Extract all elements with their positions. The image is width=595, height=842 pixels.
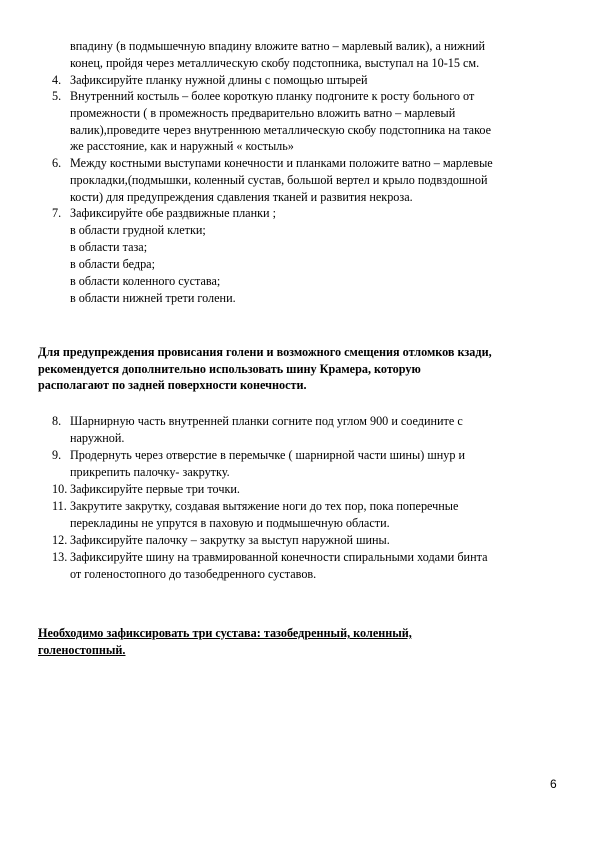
step-subitem: в области бедра;: [70, 257, 155, 271]
step-text: прикрепить палочку- закрутку.: [70, 465, 230, 479]
step-number: 13.: [52, 550, 68, 564]
step-number: 5.: [52, 89, 62, 103]
intro-line: конец, пройдя через металлическую скобу подстопника, выступал на 10-15 см.: [70, 56, 480, 70]
final-note-line: голеностопный.: [38, 642, 126, 657]
step-number: 9.: [52, 448, 62, 462]
step-text: Между костными выступами конечности и планками положите ватно – марлевые: [70, 156, 493, 170]
step-number: 7.: [52, 206, 62, 220]
step-text: Продернуть через отверстие в перемычке ( шарнирной части шины) шнур и: [70, 448, 465, 462]
step-number: 10.: [52, 482, 68, 496]
step-subitem: в области коленного сустава;: [70, 274, 221, 288]
step-subitem: в области грудной клетки;: [70, 223, 206, 237]
step-text: промежности ( в промежность предварительно вложить ватно – марлевый: [70, 106, 456, 120]
step-text: Зафиксируйте палочку – закрутку за выступ наружной шины.: [70, 533, 390, 547]
step-text: Зафиксируйте обе раздвижные планки ;: [70, 206, 276, 220]
step-number: 4.: [52, 73, 62, 87]
step-text: Внутренний костыль – более короткую планку подгоните к росту больного от: [70, 89, 475, 103]
step-subitem: в области таза;: [70, 240, 148, 254]
step-text: кости) для предупреждения сдавления тканей и развития некроза.: [70, 190, 413, 204]
paragraph-line: рекомендуется дополнительно использовать шину Крамера, которую: [38, 361, 421, 376]
step-text: от голеностопного до тазобедренного суставов.: [70, 567, 317, 581]
step-text: перекладины не упрутся в паховую и подмышечную области.: [70, 516, 390, 530]
step-text: Шарнирную часть внутренней планки согните под углом 900 и соедините с: [70, 414, 463, 428]
step-text: Зафиксируйте шину на травмированной конечности спиральными ходами бинта: [70, 550, 488, 564]
page-number: 6: [550, 777, 557, 791]
step-text: прокладки,(подмышки, коленный сустав, большой вертел и крыло подвздошной: [70, 173, 488, 187]
step-text: валик),проведите через внутреннюю металлическую скобу подстопника на такое: [70, 123, 492, 137]
paragraph-line: располагают по задней поверхности конечности.: [38, 378, 307, 393]
step-number: 6.: [52, 156, 62, 170]
step-subitem: в области нижней трети голени.: [70, 291, 236, 305]
kramer-note-paragraph: [38, 344, 568, 394]
step-number: 11.: [52, 499, 67, 513]
step-text: Закрутите закрутку, создавая вытяжение ноги до тех пор, пока поперечные: [70, 499, 459, 513]
paragraph-line: Для предупреждения провисания голени и возможного смещения отломков кзади,: [38, 345, 492, 359]
step-text: Зафиксируйте планку нужной длины с помощью штырей: [70, 73, 368, 87]
step-text: же расстояние, как и наружный « костыль»: [70, 139, 294, 153]
step-number: 12.: [52, 533, 68, 547]
step-text: наружной.: [70, 431, 125, 445]
step-text: Зафиксируйте первые три точки.: [70, 482, 240, 496]
final-note: [38, 625, 568, 658]
intro-line: впадину (в подмышечную впадину вложите ватно – марлевый валик), а нижний: [70, 39, 486, 53]
step-number: 8.: [52, 414, 62, 428]
final-note-line: Необходимо зафиксировать три сустава: тазобедренный, коленный,: [38, 626, 412, 640]
